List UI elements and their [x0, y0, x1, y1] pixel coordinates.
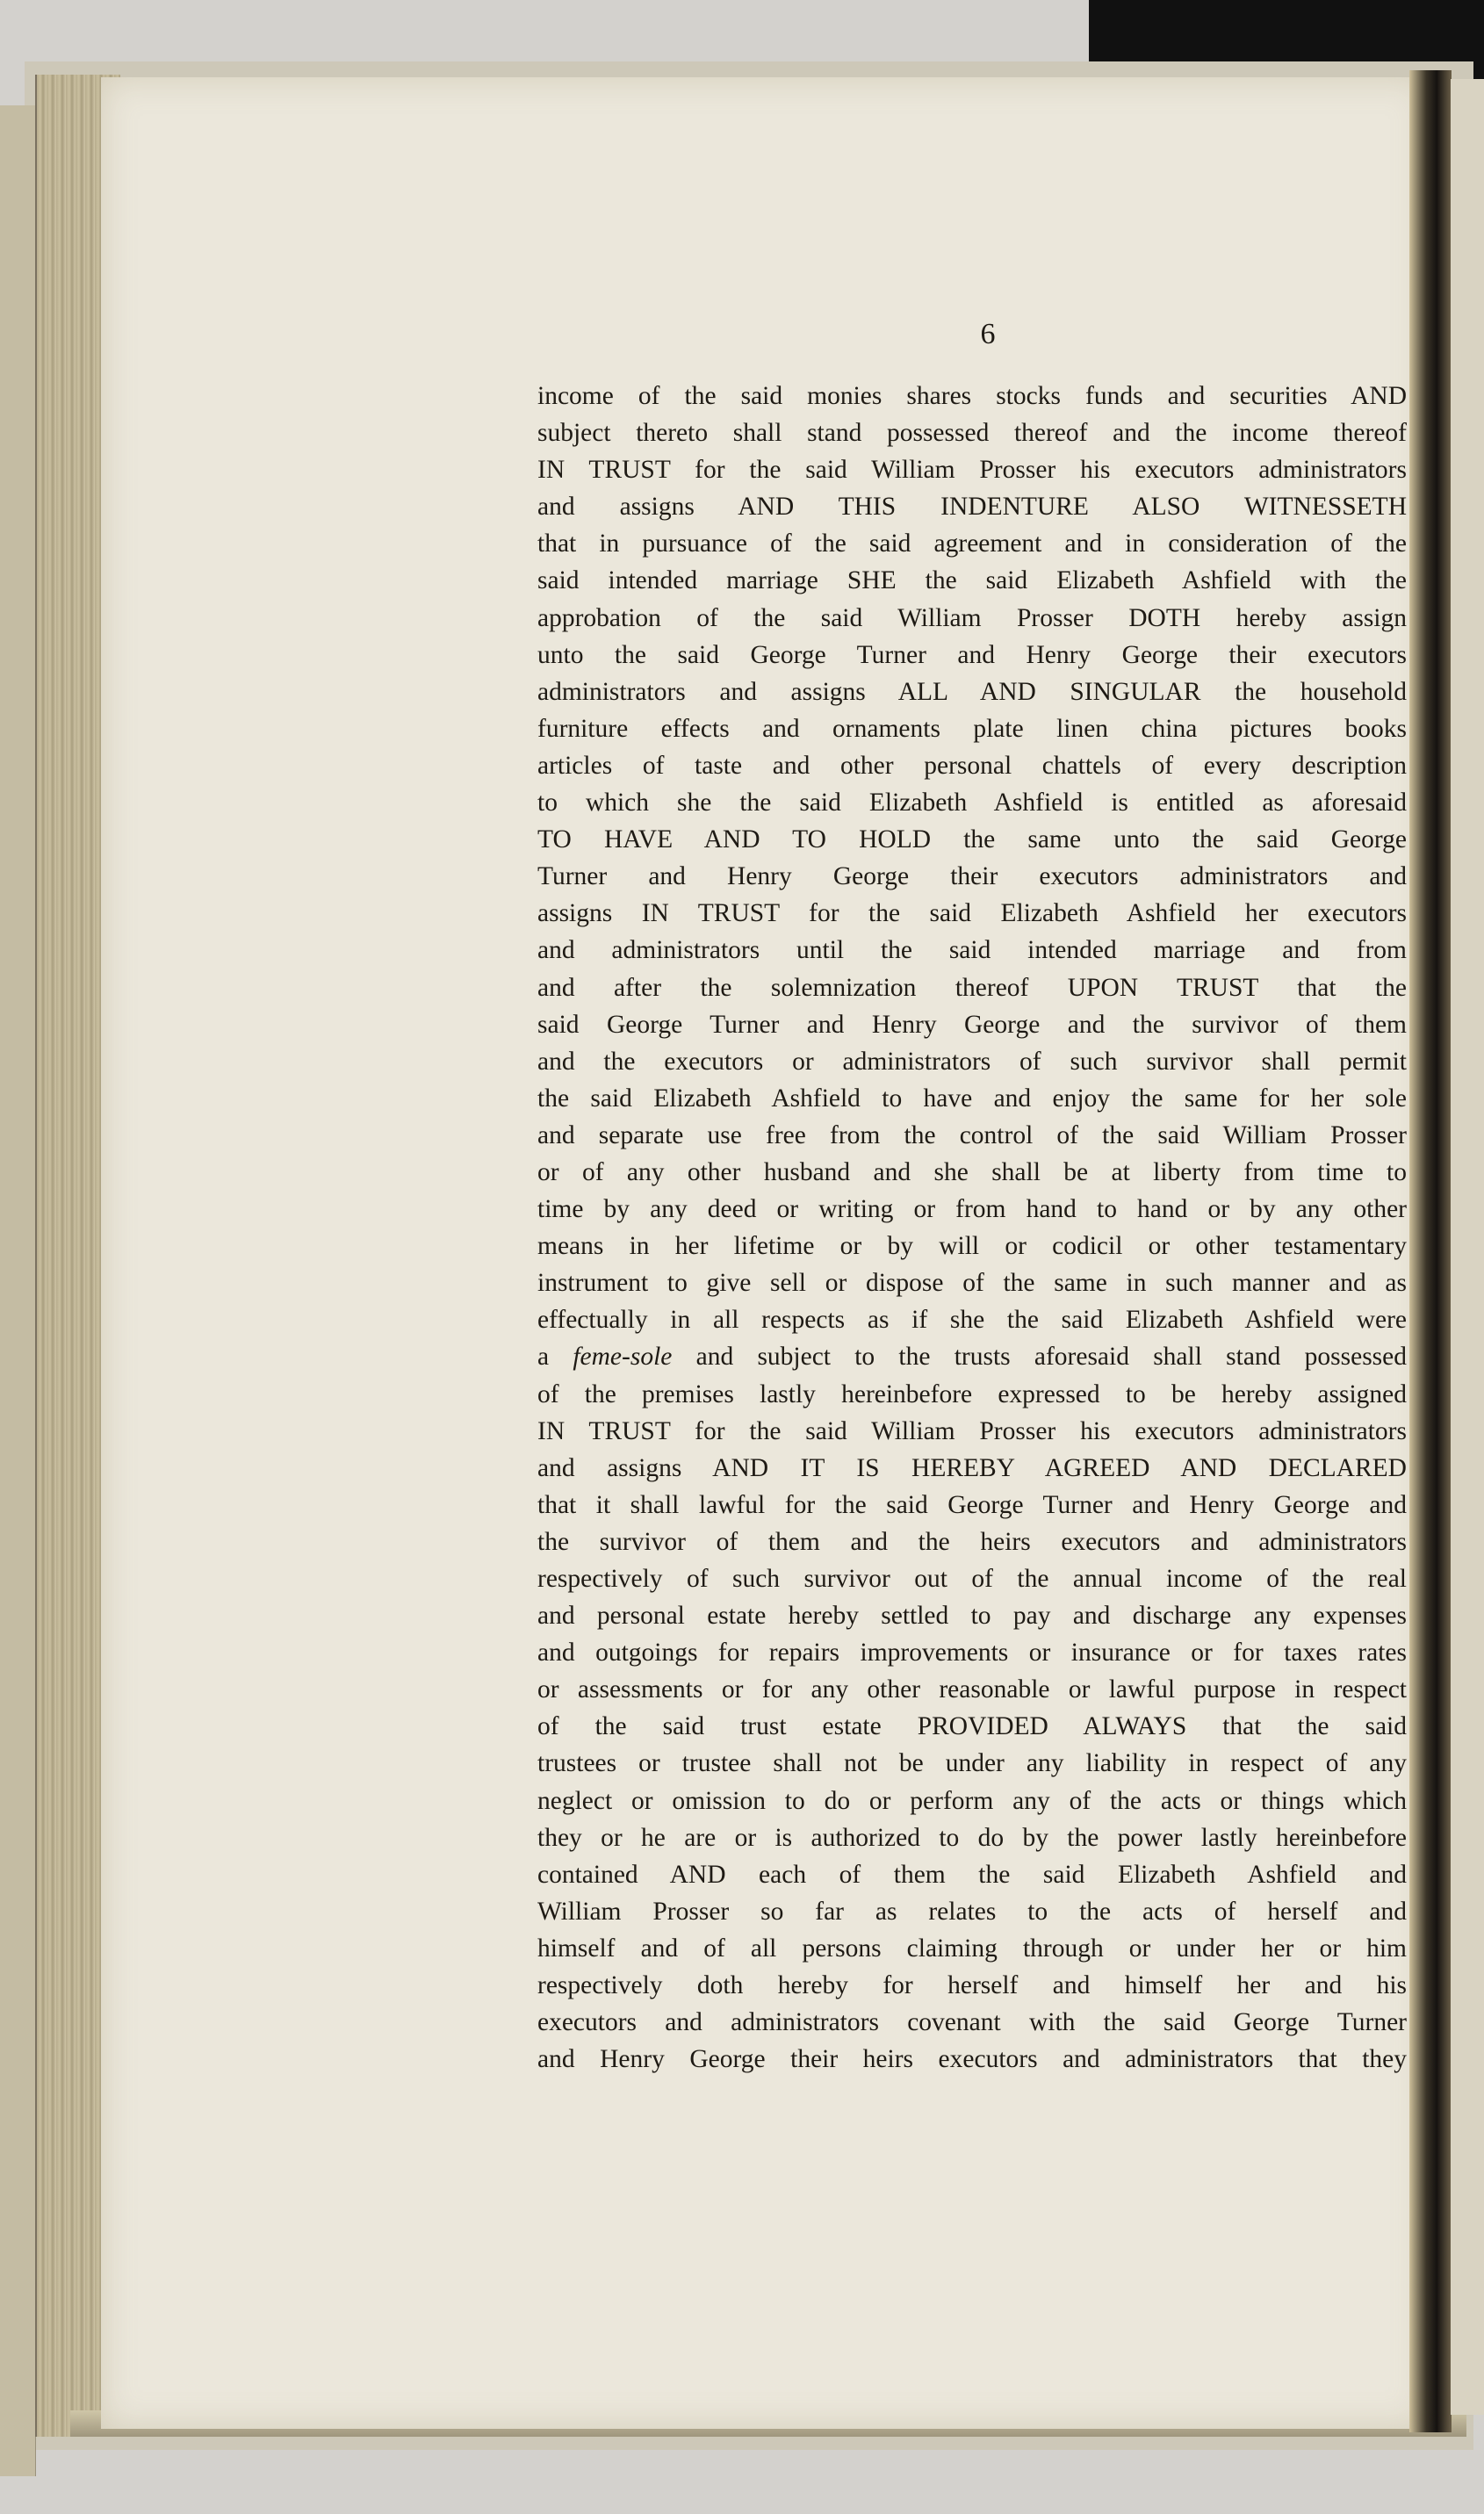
- text-line: [537, 2004, 1407, 2041]
- text-line: [537, 1413, 1407, 1450]
- text-segment: and Henry George their heirs executors and administrators that they: [537, 2045, 1407, 2074]
- left-binding-strip: [0, 105, 36, 2476]
- text-segment: that in pursuance of the said agreement and in consideration of the: [537, 529, 1407, 558]
- text-line: [537, 600, 1407, 637]
- text-line: [537, 784, 1407, 821]
- text-line: [537, 451, 1407, 488]
- text-segment: income of the said monies shares stocks funds and securities AND: [537, 382, 1407, 410]
- text-line: [537, 710, 1407, 747]
- text-line: [537, 1783, 1407, 1819]
- text-line: [537, 1043, 1407, 1080]
- text-line: [537, 1930, 1407, 1967]
- text-line: [537, 1301, 1407, 1338]
- text-line: [537, 858, 1407, 895]
- text-segment: unto the said George Turner and Henry George their executors: [537, 640, 1407, 669]
- deed-text: [537, 378, 1407, 2078]
- text-segment: executors and administrators covenant with the said George Turner: [537, 2008, 1407, 2037]
- text-segment: of the premises lastly hereinbefore expressed to be hereby assigned: [537, 1379, 1407, 1408]
- text-line: [537, 1708, 1407, 1745]
- text-line: [537, 821, 1407, 858]
- text-line: [537, 747, 1407, 784]
- text-segment: and the executors or administrators of such survivor shall permit: [537, 1047, 1407, 1076]
- text-segment: instrument to give sell or dispose of the same in such manner and as: [537, 1269, 1407, 1298]
- text-segment: a: [537, 1343, 573, 1372]
- text-segment: and after the solemnization thereof UPON TRUST that the: [537, 973, 1407, 1002]
- text-line: [537, 1264, 1407, 1301]
- facing-page-edge: [1451, 79, 1484, 2415]
- text-line: [537, 2041, 1407, 2078]
- text-line: [537, 1450, 1407, 1487]
- text-segment: and subject to the trusts aforesaid shall stand possessed: [672, 1343, 1408, 1372]
- text-line: [537, 1487, 1407, 1524]
- text-segment: administrators and assigns ALL AND SINGULAR the household: [537, 677, 1407, 706]
- text-line: [537, 932, 1407, 969]
- text-line: [537, 525, 1407, 562]
- text-segment: the survivor of them and the heirs executors and administrators: [537, 1527, 1407, 1556]
- text-segment: respectively doth hereby for herself and himself her and his: [537, 1971, 1407, 2000]
- text-line: [537, 637, 1407, 674]
- text-segment: and separate use free from the control of the said William Prosser: [537, 1120, 1407, 1149]
- text-line: [537, 674, 1407, 710]
- text-line: [537, 1524, 1407, 1560]
- text-line: [537, 1006, 1407, 1043]
- text-segment: respectively of such survivor out of the annual income of the real: [537, 1565, 1407, 1593]
- text-segment: and outgoings for repairs improvements or insurance or for taxes rates: [537, 1639, 1407, 1668]
- text-line: [537, 1671, 1407, 1708]
- text-line: [537, 1745, 1407, 1782]
- text-line: [537, 1597, 1407, 1634]
- text-line: [537, 895, 1407, 932]
- text-segment: Turner and Henry George their executors administrators and: [537, 862, 1407, 891]
- text-segment: that it shall lawful for the said George Turner and Henry George and: [537, 1490, 1407, 1519]
- text-line: [537, 969, 1407, 1006]
- text-segment: said intended marriage SHE the said Elizabeth Ashfield with the: [537, 566, 1407, 595]
- text-segment: said George Turner and Henry George and the survivor of them: [537, 1010, 1407, 1039]
- text-line: [537, 1893, 1407, 1930]
- text-line: [537, 1338, 1407, 1375]
- text-line: [537, 1117, 1407, 1154]
- text-line: [537, 1819, 1407, 1856]
- text-segment: articles of taste and other personal chattels of every description: [537, 751, 1407, 780]
- book-gutter: [1409, 70, 1452, 2432]
- text-segment: IN TRUST for the said William Prosser his executors administrators: [537, 1416, 1407, 1445]
- text-segment: time by any deed or writing or from hand to hand or by any other: [537, 1195, 1407, 1224]
- text-segment: and administrators until the said intended marriage and from: [537, 936, 1407, 965]
- text-segment: or assessments or for any other reasonable or lawful purpose in respect: [537, 1675, 1407, 1704]
- text-segment: trustees or trustee shall not be under any liability in respect of any: [537, 1749, 1407, 1778]
- text-segment: and assigns AND IT IS HEREBY AGREED AND DECLARED: [537, 1453, 1407, 1482]
- text-segment: of the said trust estate PROVIDED ALWAYS that the said: [537, 1712, 1407, 1741]
- text-line: [537, 1634, 1407, 1671]
- text-line: [537, 414, 1407, 451]
- text-segment: furniture effects and ornaments plate linen china pictures books: [537, 714, 1407, 743]
- text-line: [537, 1080, 1407, 1117]
- text-segment: or of any other husband and she shall be at liberty from time to: [537, 1157, 1407, 1186]
- page-number: 6: [980, 318, 996, 350]
- text-line: [537, 562, 1407, 599]
- text-segment: contained AND each of them the said Elizabeth Ashfield and: [537, 1860, 1407, 1889]
- text-line: [537, 378, 1407, 414]
- text-line: [537, 1967, 1407, 2004]
- text-line: [537, 1376, 1407, 1413]
- text-segment: William Prosser so far as relates to the acts of herself and: [537, 1897, 1407, 1926]
- text-segment: approbation of the said William Prosser DOTH hereby assign: [537, 603, 1407, 632]
- text-segment: subject thereto shall stand possessed thereof and the income thereof: [537, 419, 1407, 448]
- text-segment: assigns IN TRUST for the said Elizabeth Ashfield her executors: [537, 899, 1407, 928]
- text-segment: and assigns AND THIS INDENTURE ALSO WITNESSETH: [537, 493, 1407, 522]
- text-segment: IN TRUST for the said William Prosser his executors administrators: [537, 456, 1407, 485]
- text-segment: feme-sole: [573, 1343, 673, 1372]
- text-line: [537, 1228, 1407, 1264]
- text-segment: effectually in all respects as if she the said Elizabeth Ashfield were: [537, 1306, 1407, 1335]
- text-line: [537, 1154, 1407, 1191]
- text-segment: to which she the said Elizabeth Ashfield is entitled as aforesaid: [537, 789, 1407, 818]
- text-line: [537, 1856, 1407, 1893]
- text-line: [537, 488, 1407, 525]
- text-segment: himself and of all persons claiming through or under her or him: [537, 1934, 1407, 1963]
- text-segment: neglect or omission to do or perform any of the acts or things which: [537, 1786, 1407, 1815]
- text-segment: they or he are or is authorized to do by the power lastly hereinbefore: [537, 1823, 1407, 1852]
- text-segment: means in her lifetime or by will or codicil or other testamentary: [537, 1232, 1407, 1261]
- text-line: [537, 1191, 1407, 1228]
- text-segment: the said Elizabeth Ashfield to have and enjoy the same for her sole: [537, 1084, 1407, 1113]
- text-segment: TO HAVE AND TO HOLD the same unto the said George: [537, 825, 1407, 854]
- text-line: [537, 1560, 1407, 1597]
- text-segment: and personal estate hereby settled to pay and discharge any expenses: [537, 1602, 1407, 1631]
